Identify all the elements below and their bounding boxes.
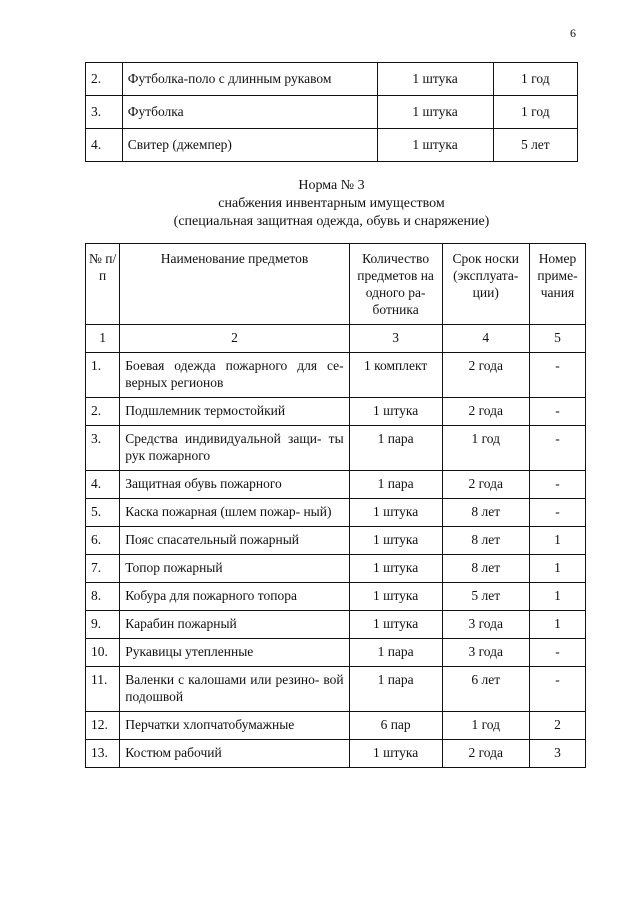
item-term: 1 год — [442, 712, 529, 740]
table-row — [86, 583, 586, 611]
item-quantity: 1 комплект — [349, 353, 442, 398]
item-note: 2 — [529, 712, 585, 740]
table-row — [86, 63, 578, 96]
row-number: 10. — [86, 639, 120, 667]
norm-3-table — [85, 243, 586, 768]
table-row — [86, 639, 586, 667]
item-term: 8 лет — [442, 499, 529, 527]
header-number: № п/п — [86, 244, 120, 325]
row-number: 3. — [86, 96, 123, 129]
table-row — [86, 712, 586, 740]
norm-title: Норма № 3 — [298, 178, 365, 193]
item-quantity: 1 штука — [349, 499, 442, 527]
page-number: 6 — [570, 26, 576, 40]
row-number: 2. — [86, 63, 123, 96]
item-note: 1 — [529, 611, 585, 639]
item-quantity: 1 пара — [349, 471, 442, 499]
row-number: 9. — [86, 611, 120, 639]
table-row — [86, 555, 586, 583]
row-number: 3. — [86, 426, 120, 471]
item-term: 3 года — [442, 639, 529, 667]
table-row — [86, 471, 586, 499]
column-number: 5 — [529, 325, 585, 353]
table-row — [86, 129, 578, 162]
item-quantity: 1 штука — [349, 555, 442, 583]
item-quantity: 1 штука — [349, 740, 442, 768]
item-note: - — [529, 353, 585, 398]
header-quantity: Количество предметов на одного ра- ботника — [349, 244, 442, 325]
item-term: 2 года — [442, 471, 529, 499]
item-term: 2 года — [442, 353, 529, 398]
item-quantity: 1 штука — [349, 527, 442, 555]
header-term: Срок носки (эксплуата- ции) — [442, 244, 529, 325]
item-name: Рукавицы утепленные — [120, 639, 349, 667]
table-row — [86, 499, 586, 527]
header-row — [86, 244, 586, 325]
item-term: 1 год — [493, 63, 577, 96]
item-quantity: 1 пара — [349, 426, 442, 471]
item-name: Футболка-поло с длинным рукавом — [122, 63, 377, 96]
norm-subtitle-note: (специальная защитная одежда, обувь и снаряжение) — [173, 214, 490, 229]
row-number: 4. — [86, 129, 123, 162]
item-term: 2 года — [442, 398, 529, 426]
item-name: Средства индивидуальной защи- ты рук пожарного — [120, 426, 349, 471]
item-name: Каска пожарная (шлем пожар- ный) — [120, 499, 349, 527]
item-name: Футболка — [122, 96, 377, 129]
column-number: 3 — [349, 325, 442, 353]
row-number: 8. — [86, 583, 120, 611]
item-note: 1 — [529, 527, 585, 555]
header-note: Номер приме- чания — [529, 244, 585, 325]
item-name: Пояс спасательный пожарный — [120, 527, 349, 555]
item-note: - — [529, 398, 585, 426]
table-row — [86, 611, 586, 639]
row-number: 12. — [86, 712, 120, 740]
continued-table — [85, 62, 578, 162]
header-name: Наименование предметов — [120, 244, 349, 325]
item-quantity: 1 пара — [349, 639, 442, 667]
item-note: - — [529, 667, 585, 712]
row-number: 2. — [86, 398, 120, 426]
item-name: Топор пожарный — [120, 555, 349, 583]
table-row — [86, 527, 586, 555]
item-name: Кобура для пожарного топора — [120, 583, 349, 611]
row-number: 6. — [86, 527, 120, 555]
row-number: 1. — [86, 353, 120, 398]
column-number: 1 — [86, 325, 120, 353]
row-number: 7. — [86, 555, 120, 583]
item-term: 8 лет — [442, 527, 529, 555]
item-term: 3 года — [442, 611, 529, 639]
item-quantity: 1 штука — [349, 398, 442, 426]
table-row — [86, 353, 586, 398]
item-term: 1 год — [442, 426, 529, 471]
table-row — [86, 740, 586, 768]
item-term: 1 год — [493, 96, 577, 129]
item-term: 6 лет — [442, 667, 529, 712]
item-quantity: 1 пара — [349, 667, 442, 712]
norm-subtitle: снабжения инвентарным имуществом — [218, 196, 445, 211]
item-name: Защитная обувь пожарного — [120, 471, 349, 499]
item-quantity: 6 пар — [349, 712, 442, 740]
item-quantity: 1 штука — [377, 63, 493, 96]
item-quantity: 1 штука — [377, 96, 493, 129]
column-number: 4 — [442, 325, 529, 353]
item-name: Свитер (джемпер) — [122, 129, 377, 162]
item-quantity: 1 штука — [377, 129, 493, 162]
item-note: - — [529, 471, 585, 499]
column-number-row — [86, 325, 586, 353]
item-note: - — [529, 499, 585, 527]
item-quantity: 1 штука — [349, 611, 442, 639]
row-number: 5. — [86, 499, 120, 527]
item-name: Валенки с калошами или резино- вой подошвой — [120, 667, 349, 712]
column-number: 2 — [120, 325, 349, 353]
item-term: 2 года — [442, 740, 529, 768]
item-note: 3 — [529, 740, 585, 768]
table-row — [86, 398, 586, 426]
item-name: Карабин пожарный — [120, 611, 349, 639]
item-quantity: 1 штука — [349, 583, 442, 611]
row-number: 4. — [86, 471, 120, 499]
item-name: Костюм рабочий — [120, 740, 349, 768]
item-term: 5 лет — [442, 583, 529, 611]
item-term: 5 лет — [493, 129, 577, 162]
norm-heading — [85, 177, 578, 231]
item-name: Боевая одежда пожарного для се- верных регионов — [120, 353, 349, 398]
item-note: 1 — [529, 583, 585, 611]
table-row — [86, 667, 586, 712]
item-note: - — [529, 639, 585, 667]
row-number: 13. — [86, 740, 120, 768]
row-number: 11. — [86, 667, 120, 712]
item-note: - — [529, 426, 585, 471]
item-name: Перчатки хлопчатобумажные — [120, 712, 349, 740]
table-row — [86, 96, 578, 129]
item-name: Подшлемник термостойкий — [120, 398, 349, 426]
table-row — [86, 426, 586, 471]
item-note: 1 — [529, 555, 585, 583]
item-term: 8 лет — [442, 555, 529, 583]
